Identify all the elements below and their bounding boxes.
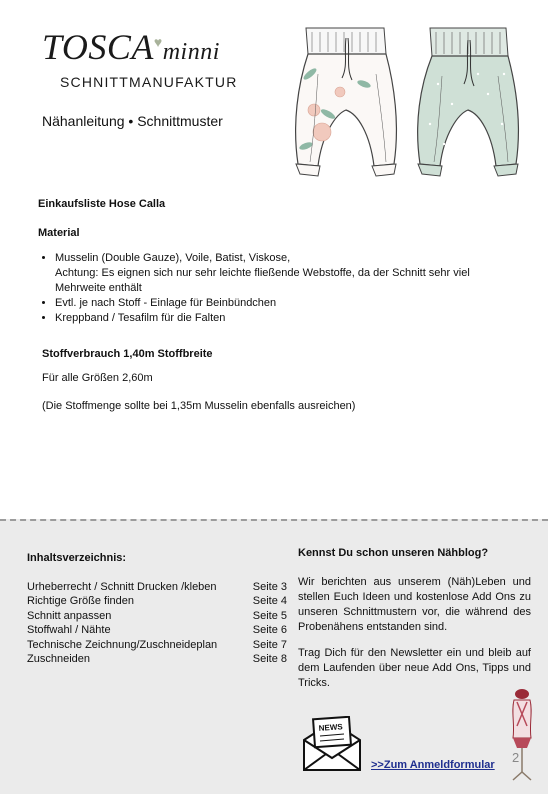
- list-item: [55, 251, 518, 296]
- material-line: Kreppband / Tesafilm für die Falten: [55, 312, 226, 324]
- toc-label: Stoffwahl / Nähte: [27, 624, 111, 636]
- toc-row: [27, 594, 287, 609]
- blog-paragraph: Wir berichten aus unserem (Näh)Leben und stellen Euch Ideen und kostenlose Add Ons zu unseren Schnittmustern vor, die während des Probenähens entstanden sind.: [298, 576, 531, 633]
- blog-paragraph: Trag Dich für den Newsletter ein und bleib auf dem Laufenden über neue Add Ons, Tipps und Tricks.: [298, 647, 531, 689]
- toc-row: [27, 580, 287, 595]
- toc-row: [27, 609, 287, 624]
- toc-page: Seite 8: [252, 653, 287, 665]
- fabric-note: (Die Stoffmenge sollte bei 1,35m Musselin ebenfalls ausreichen): [42, 400, 356, 412]
- heart-icon: ♥: [153, 36, 163, 51]
- blog-title: Kennst Du schon unseren Nähblog?: [298, 547, 489, 559]
- list-item: [55, 296, 518, 311]
- material-line: Musselin (Double Gauze), Voile, Batist, Viskose,: [55, 252, 291, 264]
- toc-row: [27, 623, 287, 638]
- page-number: 2: [512, 750, 520, 765]
- toc-page: Seite 3: [252, 580, 287, 593]
- toc-page: Seite 6: [252, 624, 287, 636]
- list-item: [55, 311, 518, 326]
- toc-page: Seite 4: [252, 595, 287, 607]
- toc-label: Zuschneiden: [27, 653, 90, 665]
- toc-row: [27, 638, 287, 653]
- toc-label: Urheberrecht / Schnitt Drucken /kleben: [27, 580, 217, 593]
- blog-promo: [298, 546, 531, 702]
- material-heading: Material: [38, 227, 80, 239]
- fabric-all-sizes: Für alle Größen 2,60m: [42, 372, 153, 384]
- toc-label: Schnitt anpassen: [27, 609, 112, 622]
- fabric-heading: Stoffverbrauch 1,40m Stoffbreite: [42, 348, 213, 360]
- shopping-list: [38, 197, 518, 414]
- material-list: [38, 251, 518, 326]
- toc-page: Seite 5: [252, 609, 287, 622]
- envelope-news-label: NEWS: [318, 722, 343, 733]
- dress-form-figurine-icon: [505, 686, 539, 782]
- toc-row: [27, 652, 287, 667]
- newsletter-signup-link[interactable]: >>Zum Anmeldformular: [371, 759, 495, 771]
- brand-subtitle: SCHNITTMANUFAKTUR: [60, 74, 238, 90]
- material-line: Evtl. je nach Stoff - Einlage für Beinbündchen: [55, 297, 277, 309]
- document-title: Nähanleitung • Schnittmuster: [42, 113, 223, 129]
- toc-label: Richtige Größe finden: [27, 595, 134, 607]
- mint-pants-illustration: [408, 14, 530, 186]
- shopping-list-title: Einkaufsliste Hose Calla: [38, 198, 166, 210]
- toc-page: Seite 7: [252, 638, 287, 651]
- brand-logo: [42, 24, 242, 90]
- toc-label: Technische Zeichnung/Zuschneideplan: [27, 638, 218, 651]
- brand-name: TOSCA♥minni: [42, 27, 220, 67]
- material-note: Achtung: Es eignen sich nur sehr leichte fließende Webstoffe, da der Schnitt sehr viel Mehrweite enthält: [55, 267, 470, 294]
- footer-section: [0, 519, 548, 794]
- floral-pants-illustration: [288, 14, 408, 186]
- newsletter-envelope-icon: [300, 716, 364, 774]
- table-of-contents: [27, 551, 287, 667]
- toc-title: Inhaltsverzeichnis:: [27, 552, 127, 564]
